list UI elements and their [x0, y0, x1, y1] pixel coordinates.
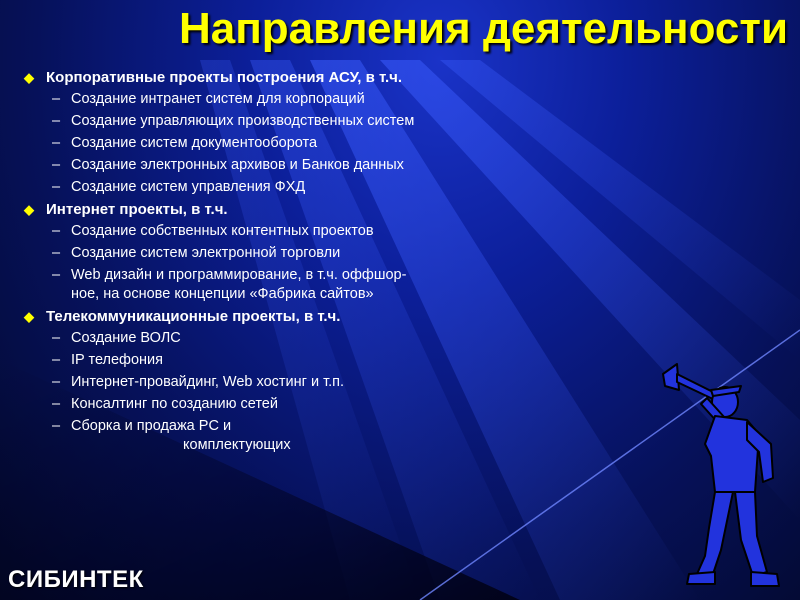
diamond-bullet-icon: ◆: [24, 202, 34, 217]
list-item: – Интернет-провайдинг, Web хостинг и т.п.: [52, 374, 345, 390]
list-item: – Создание систем документооборота: [52, 135, 318, 151]
diamond-bullet-icon: ◆: [24, 70, 34, 85]
section-heading-text: Корпоративные проекты построения АСУ, в т.ч.: [46, 69, 403, 86]
content-list: [22, 68, 492, 458]
section-heading-corporate: [22, 68, 492, 88]
footer-brand: СИБИНТЕК: [8, 566, 144, 593]
section-heading-text: Интернет проекты, в т.ч.: [46, 201, 228, 218]
section-heading-text: Телекоммуникационные проекты, в т.ч.: [46, 308, 341, 325]
list-item: – Создание систем электронной торговли: [52, 245, 341, 261]
slide-title: Направления деятельности: [178, 4, 788, 53]
list-item: – Создание электронных архивов и Банков данных: [52, 157, 404, 173]
section-heading-internet: [22, 200, 492, 220]
section-heading-telecom: [22, 307, 492, 327]
list-item: – Сборка и продажа PC и комплектующих: [52, 418, 291, 453]
list-item: – Создание собственных контентных проектов: [52, 223, 374, 239]
list-item: – Консалтинг по созданию сетей: [52, 396, 278, 412]
list-item: – Создание интранет систем для корпораций: [52, 91, 365, 107]
list-item: – Создание ВОЛС: [52, 330, 181, 346]
list-item: – Создание управляющих производственных систем: [52, 113, 415, 129]
list-item: – Создание систем управления ФХД: [52, 179, 306, 195]
trumpeter-icon: [655, 360, 795, 595]
diamond-bullet-icon: ◆: [24, 309, 34, 324]
list-item: – IP телефония: [52, 352, 164, 368]
list-item: – Web дизайн и программирование, в т.ч. оффшор- ное, на основе концепции «Фабрика сайтов»: [52, 267, 407, 302]
